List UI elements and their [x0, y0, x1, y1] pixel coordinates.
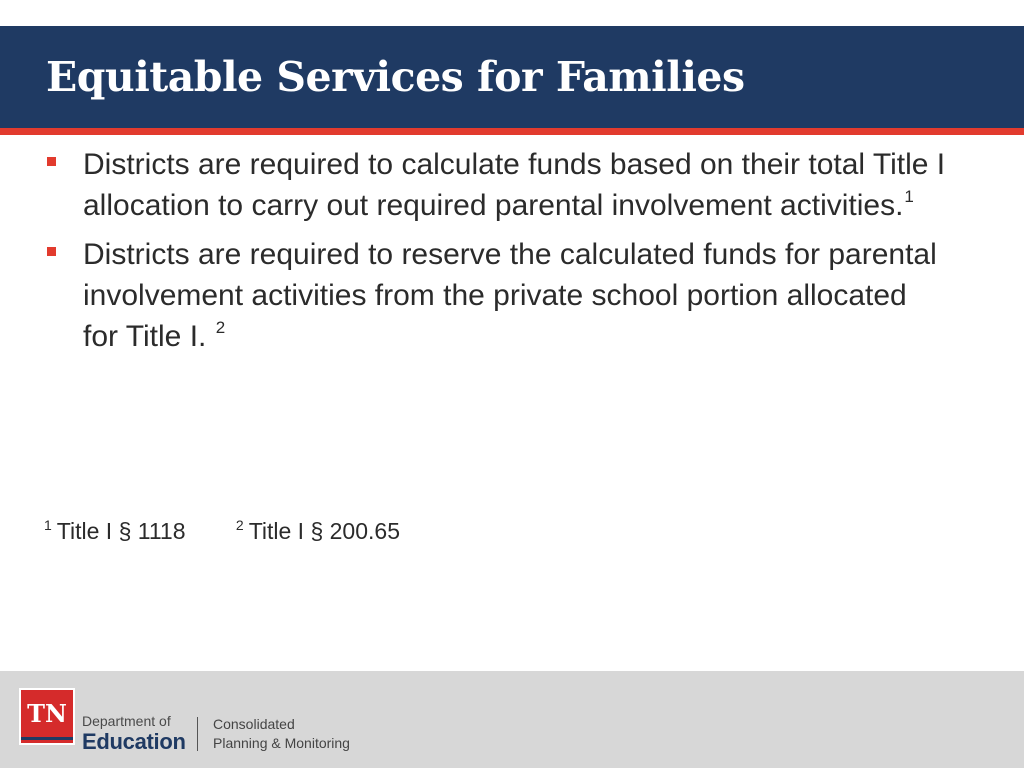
square-bullet-icon: [47, 157, 56, 166]
footnote-marker: 1: [44, 517, 52, 533]
footnote-text: Title I § 200.65: [248, 518, 400, 544]
footnote-text: Title I § 1118: [56, 518, 186, 544]
dept-line-2: Education: [82, 729, 186, 754]
bullet-text: Districts are required to reserve the calculated funds for parental involvement activities from the private school portion allocated for Title I.: [83, 238, 937, 353]
footnote-marker: 2: [235, 517, 244, 533]
dept-line-1: Department of: [82, 713, 171, 729]
title-bar: [0, 26, 1024, 128]
bullet-list: [46, 144, 946, 365]
footnote-ref: 2: [215, 318, 226, 337]
slide-title: Equitable Services for Families: [46, 53, 745, 101]
footer-band: [0, 671, 1024, 768]
footnote-ref: 1: [904, 187, 914, 206]
footer-divider: [197, 717, 198, 751]
accent-rule: [0, 128, 1024, 135]
footnote-2: [236, 518, 400, 545]
bullet-item: [46, 234, 946, 357]
bullet-item: [46, 144, 946, 226]
logo-text: TN: [27, 699, 67, 728]
office-line-1: Consolidated: [213, 716, 295, 732]
tn-logo-icon: [19, 688, 75, 745]
square-bullet-icon: [47, 247, 56, 256]
office-line-2: Planning & Monitoring: [213, 735, 350, 751]
bullet-text: Districts are required to calculate funds based on their total Title I allocation to carry out required parental involvement activities.: [83, 148, 946, 222]
footnotes: [44, 518, 444, 545]
footnote-1: [44, 518, 186, 545]
